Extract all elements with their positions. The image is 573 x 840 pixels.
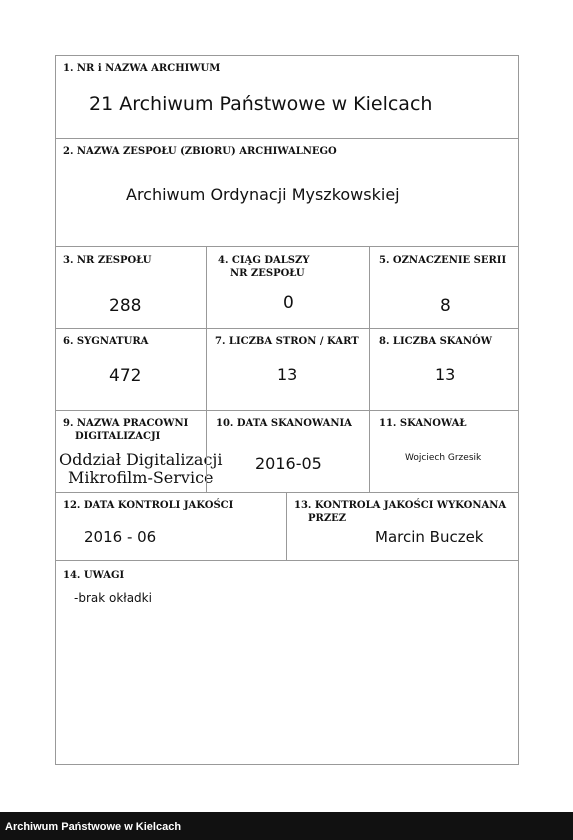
- fonds-name-label: 2. NAZWA ZESPOŁU (ZBIORU) ARCHIWALNEGO: [63, 146, 337, 157]
- qc-by-value: Marcin Buczek: [375, 528, 484, 546]
- cell-scan-date: [206, 411, 369, 492]
- scan-date-value: 2016-05: [255, 454, 322, 473]
- archive-value: 21 Archiwum Państwowe w Kielcach: [89, 93, 433, 115]
- series-value: 8: [440, 296, 451, 316]
- qc-by-label-2: PRZEZ: [308, 513, 347, 524]
- signature-value: 472: [109, 366, 142, 386]
- workshop-value-1: Oddział Digitalizacji: [59, 450, 223, 469]
- qc-date-label: 12. DATA KONTROLI JAKOŚCI: [63, 500, 234, 511]
- scan-date-label: 10. DATA SKANOWANIA: [216, 418, 352, 429]
- continuation-label-1: 4. CIĄG DALSZY: [218, 255, 310, 266]
- workshop-value-2: Mikrofilm-Service: [68, 468, 214, 487]
- scans-label: 8. LICZBA SKANÓW: [379, 336, 492, 347]
- cell-qc-date: [56, 493, 286, 560]
- qc-by-label-1: 13. KONTROLA JAKOŚCI WYKONANA: [294, 500, 507, 511]
- cell-signature: [56, 329, 206, 410]
- cell-scans: [369, 329, 520, 410]
- cell-series: [369, 247, 520, 328]
- cell-workshop: [56, 411, 223, 492]
- archive-metadata-card: [55, 55, 519, 765]
- cell-qc-by: [286, 493, 520, 560]
- fonds-no-label: 3. NR ZESPOŁU: [63, 255, 152, 266]
- row-digitization: [56, 411, 518, 493]
- pages-label: 7. LICZBA STRON / KART: [215, 336, 359, 347]
- workshop-label-2: DIGITALIZACJI: [75, 431, 161, 442]
- pages-value: 13: [277, 365, 298, 384]
- cell-scanned-by: [369, 411, 520, 492]
- scanned-by-label: 11. SKANOWAŁ: [379, 418, 467, 429]
- row-fonds-name: [56, 139, 518, 247]
- scanned-by-value: Wojciech Grzesik: [405, 453, 482, 463]
- row-fonds-number: [56, 247, 518, 329]
- cell-continuation: [206, 247, 369, 328]
- footer-text: Archiwum Państwowe w Kielcach: [5, 821, 182, 833]
- row-quality-control: [56, 493, 518, 561]
- continuation-value: 0: [283, 293, 294, 313]
- row-signature: [56, 329, 518, 411]
- notes-value: -brak okładki: [74, 591, 152, 605]
- signature-label: 6. SYGNATURA: [63, 336, 149, 347]
- row-archive: [56, 56, 518, 139]
- archive-label: 1. NR i NAZWA ARCHIWUM: [63, 63, 221, 74]
- qc-date-value: 2016 - 06: [84, 528, 157, 546]
- footer-bar: [0, 812, 573, 840]
- cell-pages: [206, 329, 369, 410]
- fonds-name-value: Archiwum Ordynacji Myszkowskiej: [126, 185, 400, 204]
- workshop-label-1: 9. NAZWA PRACOWNI: [63, 418, 189, 429]
- scans-value: 13: [435, 365, 456, 384]
- row-notes: [56, 561, 518, 764]
- continuation-label-2: NR ZESPOŁU: [230, 268, 305, 279]
- notes-label: 14. UWAGI: [63, 570, 125, 581]
- fonds-no-value: 288: [109, 296, 142, 316]
- series-label: 5. OZNACZENIE SERII: [379, 255, 507, 266]
- cell-fonds-no: [56, 247, 206, 328]
